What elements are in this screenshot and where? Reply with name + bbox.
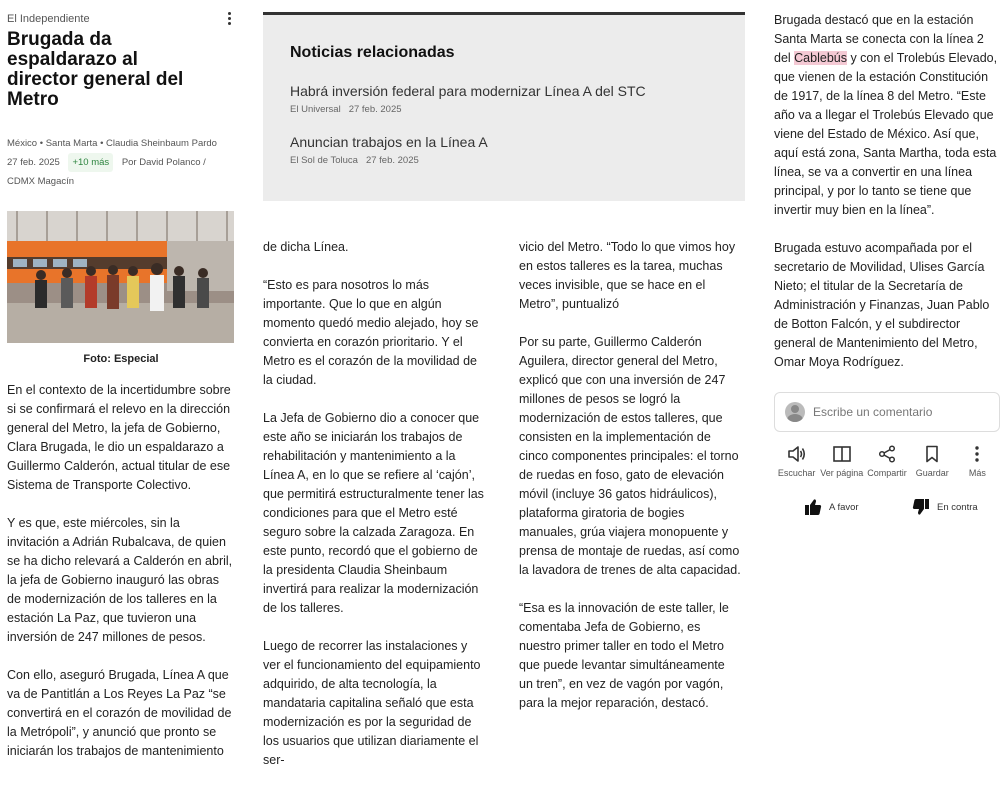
save-button[interactable] xyxy=(910,445,955,478)
book-icon xyxy=(832,445,852,463)
vote-down-label: En contra xyxy=(937,501,978,513)
related-news-source: El Universal xyxy=(290,104,341,115)
bookmark-icon xyxy=(922,445,942,463)
action-label: Guardar xyxy=(915,468,949,478)
related-news-source: El Sol de Toluca xyxy=(290,155,358,166)
photo-caption: Foto: Especial xyxy=(83,353,159,365)
paragraph-text: Brugada destacó que en la estación Santa Marta se conecta con la línea 2 del xyxy=(774,13,984,65)
related-news-title: Noticias relacionadas xyxy=(290,44,455,61)
comment-input[interactable] xyxy=(774,392,1000,432)
more-icon xyxy=(967,445,987,463)
related-news-headline: Anuncian trabajos en la Línea A xyxy=(290,134,488,150)
paragraph: “Esto es para nosotros lo más importante. Que lo que en algún momento quedó medio alejado, hoy se convierta en corazón prioritario. Y el Metro es el corazón de la movilidad de la ciudad. xyxy=(263,278,479,387)
article-column-4 xyxy=(774,11,1000,522)
action-label: Más xyxy=(968,468,986,478)
action-label: Compartir xyxy=(867,468,907,478)
related-news-headline: Habrá inversión federal para modernizar Línea A del STC xyxy=(290,83,646,99)
paragraph xyxy=(774,11,1000,220)
speaker-icon xyxy=(787,445,807,463)
related-news-date: 27 feb. 2025 xyxy=(365,155,419,166)
action-label: Escuchar xyxy=(777,468,816,478)
comment-placeholder: Escribe un comentario xyxy=(813,405,933,419)
paragraph: La Jefa de Gobierno dio a conocer que este año se iniciarán los trabajos de rehabilitación y mantenimiento a la Línea A, en lo que se refiere al ‘cajón’, que permitirá estructuralmente tener las condiciones para que el Metro esté seguro sobre la calzada Zaragoza. En este punto, recordó que el gobierno de la presidenta Claudia Sheinbaum invertirá para realizar la modernización de los talleres. xyxy=(263,411,484,615)
byline: Por David Polanco / xyxy=(121,157,206,168)
article-left-column xyxy=(7,0,235,780)
related-news-item[interactable] xyxy=(290,134,488,166)
vote-up-button[interactable] xyxy=(804,498,859,516)
paragraph: Por su parte, Guillermo Calderón Aguilera, director general del Metro, explicó que con una inversión de 247 millones de pesos se logró la modernización de estos talleres, que consisten en la implementación de cinco componentes principales: el torno de ruedas en foso, gato de elevación móvil (incluye 36 gatos hidráulicos), plataforma giratoria de bogies manuales, grúa viajera monopuente y prensa de montaje de ruedas, así como la lavadora de trenes de alta capacidad. xyxy=(519,335,741,577)
article-column-2 xyxy=(263,238,485,789)
related-news-date: 27 feb. 2025 xyxy=(348,104,402,115)
related-news-box xyxy=(263,12,745,201)
vote-bar xyxy=(774,498,1000,522)
source-row xyxy=(7,0,235,30)
paragraph: Y es que, este miércoles, sin la invitación a Adrián Rubalcava, de quien se ha dicho relevará a Calderón en abril, la jefa de Gobierno inauguró las obras de modernización de los talleres en la estación La Paz, que tuvieron una inversión de 247 millones de pesos. xyxy=(7,516,233,644)
article-headline: Brugada da espaldarazo al director general del Metro xyxy=(7,29,184,110)
share-icon xyxy=(877,445,897,463)
paragraph: “Esa es la innovación de este taller, le comentaba Jefa de Gobierno, es nuestro primer taller en todo el Metro que puede levantar simultáneamente un tren”, en vez de vagón por vagón, para la mejor reparación, destacó. xyxy=(519,601,729,710)
article-column-3 xyxy=(519,238,741,732)
paragraph: En el contexto de la incertidumbre sobre si se confirmará el relevo en la dirección general del Metro, la jefa de Gobierno, Clara Brugada, le dio un espaldarazo a Guillermo Calderón, actual titular de ese Sistema de Transporte Colectivo. xyxy=(7,383,231,492)
vote-down-button[interactable] xyxy=(912,498,978,516)
paragraph-text: y con el Trolebús Elevado, que vienen de la estación Constitución de 1917, de la línea 8 del Metro. “Este año va a llegar el Trolebús Elevado que viene del Estado de México. Así que, aquí está zona, Santa Martha, toda esta línea, se va a convertir en una línea principal, y por lo tanto se tiene que invertir muy bien en la línea”. xyxy=(774,51,998,217)
action-label: Ver página xyxy=(820,468,864,478)
article-tags[interactable]: México • Santa Marta • Claudia Sheinbaum Pardo xyxy=(7,138,217,149)
more-options-icon[interactable] xyxy=(223,10,235,28)
more-button[interactable] xyxy=(955,445,1000,478)
article-date: 27 feb. 2025 xyxy=(7,157,60,168)
paragraph: de dicha Línea. xyxy=(263,240,349,254)
article-photo xyxy=(7,211,234,343)
vote-up-label: A favor xyxy=(829,501,859,513)
user-avatar-icon xyxy=(785,402,805,422)
thumbs-down-icon xyxy=(912,498,930,516)
paragraph: vicio del Metro. “Todo lo que vimos hoy en estos talleres es la tarea, muchas veces invisible, que se hace en el Metro”, puntualizó xyxy=(519,240,736,311)
view-page-button[interactable] xyxy=(819,445,864,478)
photo-illustration xyxy=(7,211,234,343)
action-bar xyxy=(774,445,1000,478)
related-news-item[interactable] xyxy=(290,83,646,115)
thumbs-up-icon xyxy=(804,498,822,516)
paragraph: Brugada estuvo acompañada por el secretario de Movilidad, Ulises García Nieto; el titular de la Secretaría de Administración y Finanzas, Juan Pablo de Botton Falcón, y el subdirector general de Mantenimiento del Metro, Omar Moya Rodríguez. xyxy=(774,241,990,369)
share-button[interactable] xyxy=(864,445,909,478)
byline-outlet: CDMX Magacín xyxy=(7,176,75,187)
highlighted-term[interactable]: Cablebús xyxy=(794,51,847,65)
more-tags-badge[interactable]: +10 más xyxy=(68,153,113,172)
source-name: El Independiente xyxy=(7,13,90,25)
article-meta xyxy=(7,134,235,191)
paragraph: Con ello, aseguró Brugada, Línea A que va de Pantitlán a Los Reyes La Paz “se convertirá en el corazón de movilidad de la Metrópoli”, y anunció que pronto se iniciarán los trabajos de mantenimiento xyxy=(7,668,232,758)
paragraph: Luego de recorrer las instalaciones y ver el funcionamiento del equipamiento adquirido, de alta tecnología, la mandataria capitalina señaló que esta modernización es por la seguridad de los usuarios que utilizan diariamente el ser- xyxy=(263,639,481,767)
listen-button[interactable] xyxy=(774,445,819,478)
